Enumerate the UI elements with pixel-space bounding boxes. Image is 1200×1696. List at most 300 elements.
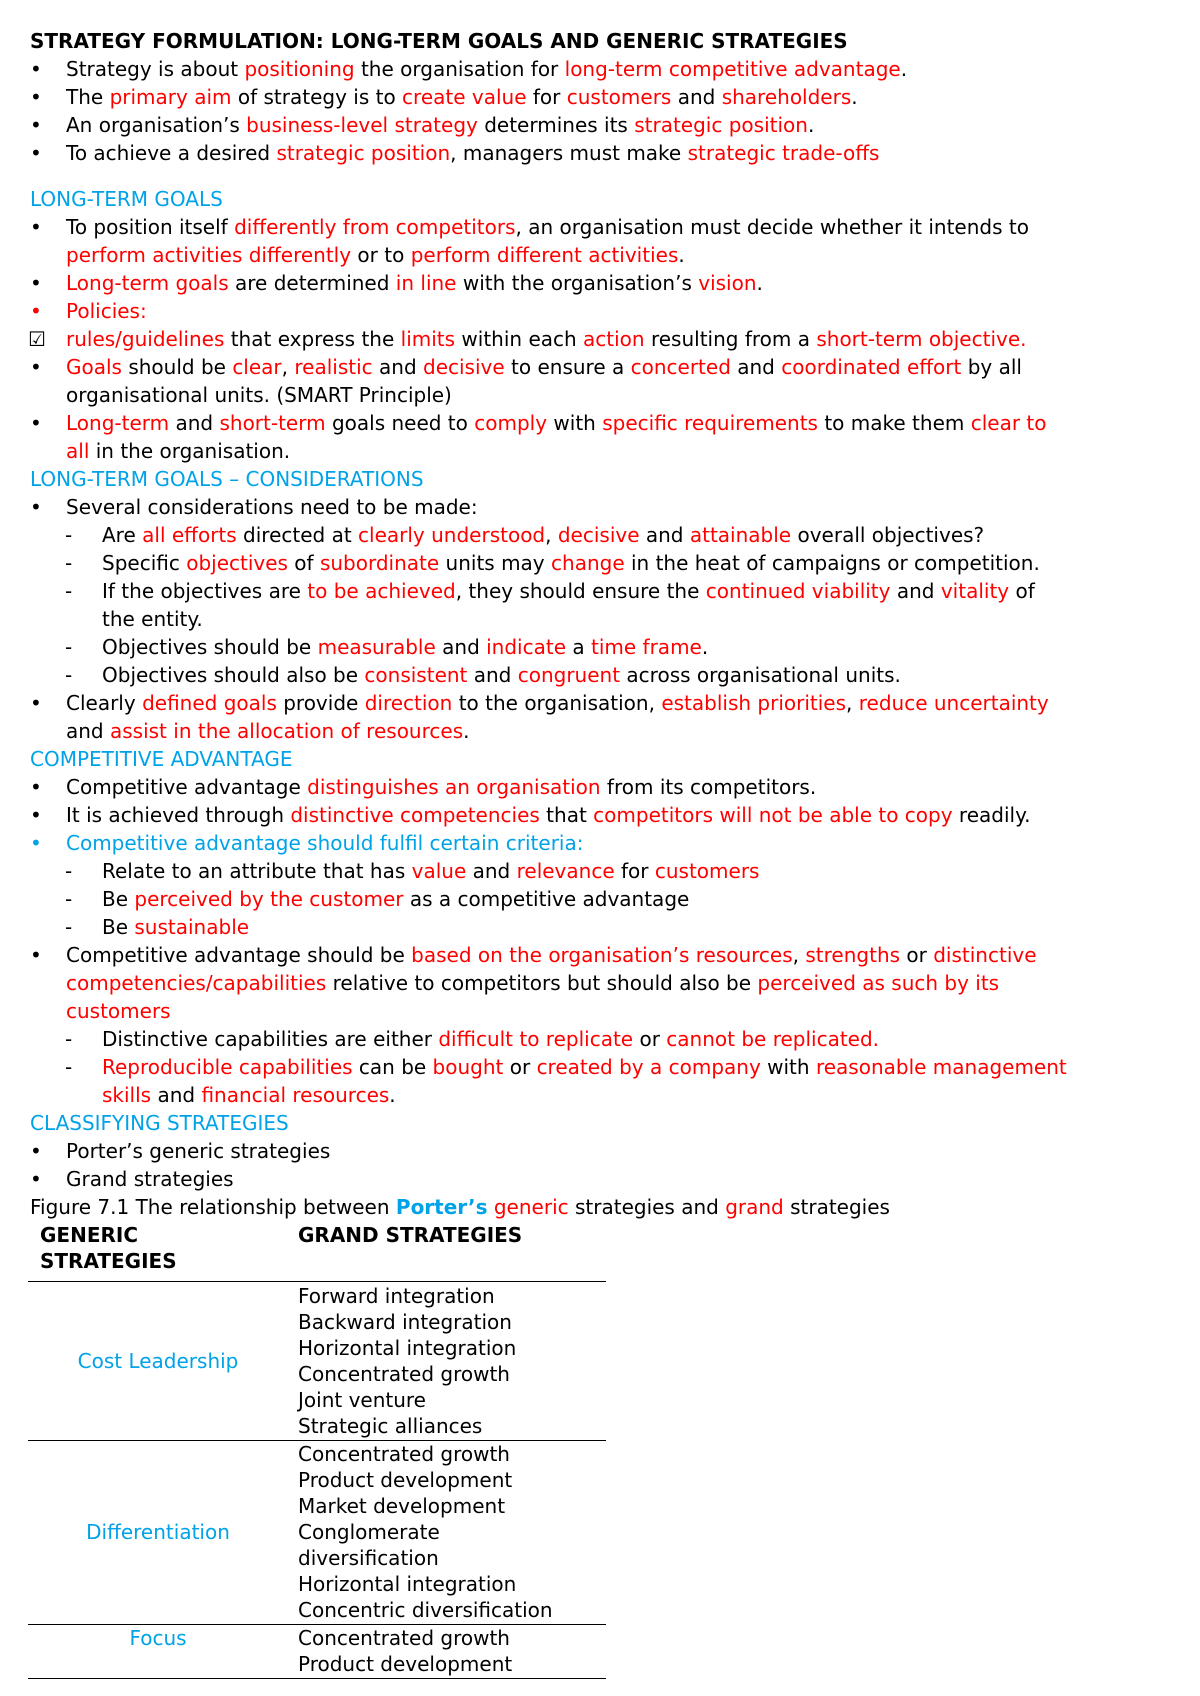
list-item-text: [66, 829, 583, 857]
text-run: consistent: [364, 663, 468, 687]
table-header-generic-line1: GENERIC: [40, 1223, 138, 1247]
list-item: [0, 437, 1200, 465]
list-item: [0, 493, 1200, 521]
bullet-icon: •: [30, 141, 42, 165]
text-run: assist in the allocation of resources: [109, 719, 464, 743]
text-run: relative to competitors but should also be: [326, 971, 758, 995]
list-item: [0, 801, 1200, 829]
bullet-icon: •: [30, 691, 42, 715]
bullet-icon: •: [30, 271, 42, 295]
grand-strategy-cell: Concentrated growth: [298, 1442, 510, 1466]
text-run: Porter’s: [395, 1195, 488, 1219]
text-run: customers: [566, 85, 672, 109]
list-item-text: [66, 1137, 330, 1165]
text-run: clearly understood: [358, 523, 546, 547]
text-run: objectives: [186, 551, 288, 575]
text-run: all efforts: [142, 523, 237, 547]
bullet-icon: •: [30, 831, 42, 855]
list-item-text: [102, 549, 1040, 577]
list-item: [0, 269, 1200, 297]
text-run: business-level strategy: [246, 113, 478, 137]
text-run: clear: [232, 355, 282, 379]
bullet-icon: •: [30, 1139, 42, 1163]
text-run: .: [463, 719, 470, 743]
grand-strategy-cell: Forward integration: [298, 1284, 495, 1308]
text-run: ,: [545, 523, 558, 547]
table-header-grand: GRAND STRATEGIES: [298, 1223, 523, 1247]
text-run: and: [151, 1083, 202, 1107]
text-run: a: [566, 635, 591, 659]
text-run: as a competitive advantage: [403, 887, 690, 911]
list-item: [0, 111, 1200, 139]
list-item-text: [66, 689, 1049, 717]
text-run: or: [503, 1055, 537, 1079]
text-run: vitality: [940, 579, 1010, 603]
text-run: generic: [493, 1195, 569, 1219]
list-item-text: [66, 1165, 234, 1193]
text-run: strategic trade-offs: [687, 141, 880, 165]
text-run: Grand strategies: [66, 1167, 234, 1191]
dash-marker: -: [65, 635, 73, 659]
text-run: with: [547, 411, 603, 435]
checkbox-icon: ☑: [28, 327, 46, 351]
sub-list-item: [0, 661, 1200, 689]
grand-strategy-cell: Joint venture: [298, 1388, 426, 1412]
list-item-text: [66, 269, 763, 297]
text-run: organisational units. (SMART Principle): [66, 383, 452, 407]
list-item-text: [102, 633, 708, 661]
bullet-icon: •: [30, 411, 42, 435]
text-run: distinguishes an organisation: [307, 775, 601, 799]
list-item-text: [66, 409, 1047, 437]
text-run: .: [756, 271, 763, 295]
text-run: perceived as such by its: [757, 971, 1000, 995]
text-run: customers: [66, 999, 171, 1023]
text-run: Long-term goals: [66, 271, 229, 295]
list-item-text: [102, 1053, 1067, 1081]
text-run: to ensure a: [504, 355, 631, 379]
list-item-text: [66, 111, 814, 139]
sub-list-item: [0, 549, 1200, 577]
list-item-text: [66, 213, 1029, 241]
bullet-icon: •: [30, 57, 42, 81]
text-run: the organisation for: [354, 57, 565, 81]
text-run: Be: [102, 915, 135, 939]
bullet-icon: •: [30, 495, 42, 519]
text-run: limits: [400, 327, 456, 351]
generic-strategy-cell: Focus: [129, 1626, 187, 1650]
text-run: subordinate: [319, 551, 440, 575]
list-item-text: [66, 493, 478, 521]
list-item-text: [66, 325, 1027, 353]
generic-strategy-cell: Differentiation: [86, 1520, 230, 1544]
grand-strategy-cell: Concentrated growth: [298, 1626, 510, 1650]
text-run: and: [435, 635, 487, 659]
text-run: Reproducible capabilities: [102, 1055, 353, 1079]
text-run: action: [583, 327, 645, 351]
text-run: create value: [402, 85, 527, 109]
text-run: determines its: [477, 113, 635, 137]
list-item: [0, 969, 1200, 997]
section-line: [0, 465, 1200, 493]
section-line: [0, 1193, 1200, 1221]
bullet-icon: •: [30, 775, 42, 799]
list-item-text: [66, 83, 858, 111]
text-run: concerted: [630, 355, 731, 379]
sub-list-item: [0, 521, 1200, 549]
text-run: Objectives should also be: [102, 663, 365, 687]
text-run: Competitive advantage: [66, 775, 308, 799]
text-run: It is achieved through: [66, 803, 291, 827]
text-run: for: [526, 85, 567, 109]
list-item: [0, 1137, 1200, 1165]
text-run: and: [671, 85, 722, 109]
list-item-text: [66, 437, 290, 465]
text-run: can be: [352, 1055, 433, 1079]
list-item: [0, 83, 1200, 111]
text-run: strategies and: [568, 1195, 726, 1219]
text-run: and: [467, 663, 518, 687]
list-item: [0, 409, 1200, 437]
grand-strategy-cell: Horizontal integration: [298, 1572, 517, 1596]
text-run: , managers must make: [450, 141, 688, 165]
text-run: The: [66, 85, 110, 109]
bullet-icon: •: [30, 803, 42, 827]
text-run: .: [807, 113, 815, 137]
text-run: ,: [846, 691, 859, 715]
grand-strategy-cell: Concentrated growth: [298, 1362, 510, 1386]
text-run: based on the organisation’s resources: [411, 943, 793, 967]
list-item: [0, 381, 1200, 409]
text-run: relevance: [516, 859, 615, 883]
text-run: that: [539, 803, 594, 827]
list-item: [0, 1165, 1200, 1193]
text-run: .: [851, 85, 858, 109]
list-item-text: [66, 941, 1037, 969]
text-run: LONG-TERM GOALS – CONSIDERATIONS: [30, 467, 424, 491]
text-run: Competitive advantage should be: [66, 943, 412, 967]
text-run: Porter’s generic strategies: [66, 1139, 331, 1163]
grand-strategy-cell: Horizontal integration: [298, 1336, 517, 1360]
text-run: Clearly: [66, 691, 143, 715]
dash-marker: -: [65, 579, 73, 603]
text-run: that express the: [224, 327, 401, 351]
text-run: COMPETITIVE ADVANTAGE: [30, 747, 293, 771]
grand-strategy-cell: Concentric diversification: [298, 1598, 553, 1622]
list-item: [0, 941, 1200, 969]
bullet-icon: •: [30, 1167, 42, 1191]
text-run: clear to: [970, 411, 1047, 435]
text-run: strategic position: [276, 141, 451, 165]
text-run: difficult to replicate: [438, 1027, 634, 1051]
text-run: financial resources: [201, 1083, 390, 1107]
text-run: perceived by the customer: [134, 887, 404, 911]
text-run: and: [639, 523, 690, 547]
section-line: [0, 745, 1200, 773]
list-item-text: [102, 1025, 879, 1053]
text-run: defined goals: [142, 691, 277, 715]
text-run: If the objectives are: [102, 579, 308, 603]
text-run: and: [466, 859, 517, 883]
list-item-text: [66, 297, 147, 325]
text-run: time frame: [591, 635, 702, 659]
text-run: distinctive competencies: [290, 803, 540, 827]
sub-list-item: [0, 633, 1200, 661]
text-run: should be: [121, 355, 233, 379]
list-item-text: [102, 885, 689, 913]
dash-marker: -: [65, 523, 73, 547]
grand-strategy-cell: Product development: [298, 1652, 513, 1676]
text-run: decisive: [423, 355, 505, 379]
text-run: or: [900, 943, 934, 967]
list-item-text: [66, 773, 816, 801]
text-run: Policies:: [66, 299, 147, 323]
page-title: [30, 27, 848, 55]
text-run: Distinctive capabilities are either: [102, 1027, 439, 1051]
text-run: continued viability: [705, 579, 891, 603]
text-run: to the organisation,: [452, 691, 662, 715]
bullet-icon: •: [30, 299, 42, 323]
text-run: in line: [395, 271, 457, 295]
text-run: , an organisation must decide whether it intends to: [515, 215, 1029, 239]
grand-strategy-cell: Strategic alliances: [298, 1414, 483, 1438]
list-item-text: [66, 241, 685, 269]
text-run: all: [66, 439, 90, 463]
text-run: .: [678, 243, 685, 267]
bullet-icon: •: [30, 943, 42, 967]
text-run: reasonable management: [815, 1055, 1067, 1079]
sub-list-item: [0, 1025, 1200, 1053]
list-item-text: [102, 1081, 396, 1109]
list-item-text: [66, 381, 452, 409]
sub-list-item: [0, 605, 1200, 633]
text-run: readily.: [952, 803, 1031, 827]
text-run: and: [730, 355, 782, 379]
text-run: in the organisation.: [89, 439, 291, 463]
text-run: overall objectives?: [791, 523, 985, 547]
text-run: or to: [351, 243, 411, 267]
table-divider: [28, 1281, 606, 1282]
section-heading: [30, 1109, 289, 1137]
text-run: comply: [474, 411, 548, 435]
text-run: Be: [102, 887, 135, 911]
text-run: reduce uncertainty: [858, 691, 1049, 715]
list-item-text: [66, 55, 907, 83]
section-heading: [30, 185, 223, 213]
text-run: ,: [281, 355, 295, 379]
list-item: [0, 829, 1200, 857]
text-run: coordinated effort: [781, 355, 962, 379]
bullet-icon: •: [30, 215, 42, 239]
text-run: Specific: [102, 551, 187, 575]
text-run: Competitive advantage should fulfil certain criteria:: [66, 831, 584, 855]
text-run: Are: [102, 523, 143, 547]
text-run: positioning: [244, 57, 355, 81]
page-title-text: STRATEGY FORMULATION: LONG-TERM GOALS AND GENERIC STRATEGIES: [30, 29, 848, 53]
list-item: [0, 717, 1200, 745]
text-run: grand: [725, 1195, 784, 1219]
list-item: [0, 997, 1200, 1025]
text-run: primary aim: [109, 85, 232, 109]
text-run: congruent: [517, 663, 621, 687]
text-run: Long-term: [66, 411, 170, 435]
text-run: created by a company: [536, 1055, 761, 1079]
text-run: with: [760, 1055, 816, 1079]
text-run: provide: [276, 691, 365, 715]
text-run: direction: [364, 691, 453, 715]
text-run: To position itself: [66, 215, 235, 239]
text-run: distinctive: [933, 943, 1037, 967]
text-run: of: [1009, 579, 1035, 603]
text-run: establish priorities: [661, 691, 847, 715]
text-run: and: [66, 719, 110, 743]
grand-strategy-cell: Product development: [298, 1468, 513, 1492]
text-run: to be achieved: [307, 579, 456, 603]
list-item: [0, 55, 1200, 83]
text-run: to make them: [817, 411, 971, 435]
text-run: Strategy is about: [66, 57, 245, 81]
text-run: by all: [961, 355, 1022, 379]
text-run: cannot be replicated.: [666, 1027, 880, 1051]
dash-marker: -: [65, 663, 73, 687]
text-run: .: [701, 635, 709, 659]
list-item: [0, 213, 1200, 241]
list-item-text: [102, 521, 984, 549]
text-run: short-term objective.: [816, 327, 1027, 351]
text-run: within each: [455, 327, 584, 351]
text-run: for: [614, 859, 655, 883]
text-run: specific requirements: [602, 411, 818, 435]
dash-marker: -: [65, 1027, 73, 1051]
section-line: [0, 1109, 1200, 1137]
sub-list-item: [0, 913, 1200, 941]
text-run: from its competitors.: [600, 775, 817, 799]
list-item: [0, 325, 1200, 353]
sub-list-item: [0, 577, 1200, 605]
text-run: decisive: [557, 523, 640, 547]
text-run: customers: [654, 859, 760, 883]
dash-marker: -: [65, 887, 73, 911]
text-run: realistic: [294, 355, 373, 379]
grand-strategy-cell: Backward integration: [298, 1310, 512, 1334]
sub-list-item: [0, 857, 1200, 885]
text-run: units may: [439, 551, 552, 575]
text-run: Several considerations need to be made:: [66, 495, 478, 519]
text-run: indicate: [486, 635, 567, 659]
text-run: in the heat of campaigns or competition.: [624, 551, 1040, 575]
text-run: competitors will not be able to copy: [593, 803, 953, 827]
list-item: [0, 297, 1200, 325]
text-run: An organisation’s: [66, 113, 247, 137]
list-item: [0, 241, 1200, 269]
text-run: To achieve a desired: [66, 141, 277, 165]
section-heading: [30, 745, 292, 773]
table-divider: [28, 1678, 606, 1679]
list-item-text: [102, 605, 203, 633]
text-run: sustainable: [134, 915, 250, 939]
text-run: skills: [102, 1083, 152, 1107]
text-run: LONG-TERM GOALS: [30, 187, 223, 211]
list-item-text: [102, 913, 249, 941]
text-run: .: [389, 1083, 396, 1107]
list-item: [0, 689, 1200, 717]
dash-marker: -: [65, 1055, 73, 1079]
text-run: or: [633, 1027, 667, 1051]
text-run: bought: [432, 1055, 504, 1079]
text-run: .: [900, 57, 908, 81]
text-run: of strategy is to: [231, 85, 403, 109]
text-run: goals need to: [325, 411, 475, 435]
list-item-text: [66, 139, 879, 167]
text-run: strategic position: [634, 113, 808, 137]
text-run: resulting from a: [644, 327, 817, 351]
text-run: Objectives should be: [102, 635, 318, 659]
sub-list-item: [0, 1081, 1200, 1109]
list-item-text: [66, 801, 1030, 829]
list-item-text: [66, 969, 999, 997]
text-run: ,: [792, 943, 806, 967]
text-run: and: [169, 411, 220, 435]
text-run: change: [551, 551, 625, 575]
text-run: and: [372, 355, 423, 379]
text-run: Figure 7.1 The relationship between: [30, 1195, 396, 1219]
bullet-icon: •: [30, 355, 42, 379]
text-run: and: [890, 579, 941, 603]
text-run: across organisational units.: [620, 663, 901, 687]
list-item-text: [66, 353, 1022, 381]
bullet-icon: •: [30, 113, 42, 137]
text-run: competencies/capabilities: [66, 971, 327, 995]
text-run: the entity.: [102, 607, 203, 631]
list-item: [0, 353, 1200, 381]
text-run: differently from competitors: [234, 215, 516, 239]
list-item: [0, 773, 1200, 801]
text-run: measurable: [317, 635, 436, 659]
dash-marker: -: [65, 551, 73, 575]
dash-marker: -: [65, 859, 73, 883]
text-run: perform different activities: [410, 243, 679, 267]
grand-strategy-cell: diversification: [298, 1546, 439, 1570]
text-run: strengths: [805, 943, 901, 967]
generic-strategy-cell: Cost Leadership: [77, 1349, 239, 1373]
text-run: shareholders: [721, 85, 852, 109]
list-item-text: [102, 577, 1035, 605]
text-run: perform activities differently: [66, 243, 352, 267]
list-item-text: [102, 857, 759, 885]
table-header-generic: [40, 1222, 177, 1274]
bullet-icon: •: [30, 85, 42, 109]
sub-list-item: [0, 885, 1200, 913]
section-heading: [30, 465, 424, 493]
dash-marker: -: [65, 915, 73, 939]
list-item-text: [66, 717, 469, 745]
text-run: with the organisation’s: [456, 271, 699, 295]
section-heading: [30, 1193, 890, 1221]
grand-strategy-cell: Conglomerate: [298, 1520, 440, 1544]
list-item: [0, 139, 1200, 167]
text-run: of: [287, 551, 320, 575]
text-run: strategies: [783, 1195, 890, 1219]
grand-strategy-cell: Market development: [298, 1494, 506, 1518]
text-run: are determined: [228, 271, 396, 295]
text-run: rules/guidelines: [66, 327, 225, 351]
text-run: Goals: [66, 355, 122, 379]
sub-list-item: [0, 1053, 1200, 1081]
text-run: Relate to an attribute that has: [102, 859, 412, 883]
text-run: directed at: [236, 523, 359, 547]
text-run: CLASSIFYING STRATEGIES: [30, 1111, 289, 1135]
list-item-text: [102, 661, 901, 689]
